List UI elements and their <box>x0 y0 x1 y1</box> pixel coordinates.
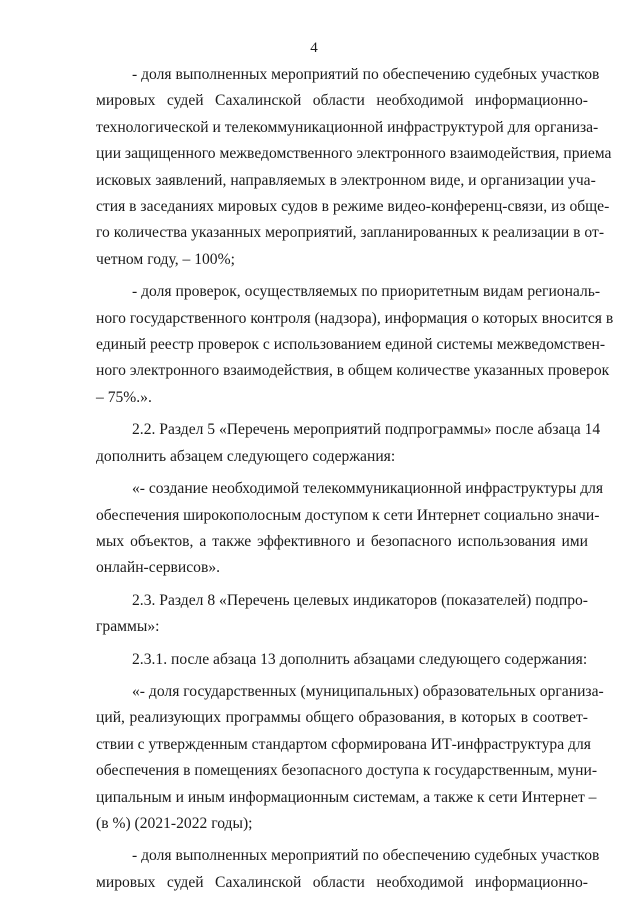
paragraph <box>96 647 588 673</box>
text-line: 2.3.1. после абзаца 13 дополнить абзацами следующего содержания: <box>132 650 588 668</box>
text-line: онлайн-сервисов». <box>96 559 221 577</box>
text-line: технологической и телекоммуникационной инфраструктурой для организа- <box>96 118 599 136</box>
text-line: мировых судей Сахалинской области необходимой информационно- <box>96 92 588 110</box>
text-line: ного электронного взаимодействия, в общем количестве указанных проверок <box>96 362 610 380</box>
paragraph <box>96 417 601 470</box>
text-line: дополнить абзацем следующего содержания: <box>96 447 396 465</box>
text-line: четном году, – 100%; <box>96 250 235 268</box>
text-line: обеспечения широкополосным доступом к сети Интернет социально значи- <box>96 506 600 524</box>
text-line: стия в заседаниях мировых судов в режиме видео-конференц-связи, из обще- <box>96 198 610 216</box>
text-line: «- создание необходимой телекоммуникационной инфраструктуры для <box>132 480 604 498</box>
text-line: мировых судей Сахалинской области необходимой информационно- <box>96 873 588 891</box>
text-line: «- доля государственных (муниципальных) образовательных организа- <box>132 682 604 700</box>
text-line: ствии с утвержденным стандартом сформирована ИТ-инфраструктура для <box>96 735 591 753</box>
paragraph <box>96 588 588 641</box>
text-line: ного государственного контроля (надзора), информация о которых вносится в <box>96 309 614 327</box>
text-line: граммы»: <box>96 618 160 636</box>
paragraph <box>96 843 600 896</box>
document-body <box>96 62 614 896</box>
paragraph <box>96 62 612 273</box>
paragraph <box>96 279 614 411</box>
text-line: - доля выполненных мероприятий по обеспечению судебных участков <box>132 847 600 865</box>
paragraph <box>96 679 604 837</box>
page-number: 4 <box>310 40 318 56</box>
text-line: обеспечения в помещениях безопасного доступа к государственным, муни- <box>96 762 598 780</box>
text-line: исковых заявлений, направляемых в электронном виде, и организации уча- <box>96 171 596 189</box>
text-line: – 75%.». <box>96 388 152 406</box>
text-line: единый реестр проверок с использованием единой системы межведомствен- <box>96 336 606 354</box>
text-line: (в %) (2021-2022 годы); <box>96 814 253 832</box>
text-line: мых объектов, а также эффективного и безопасного использования ими <box>96 532 588 550</box>
paragraph <box>96 476 604 582</box>
text-line: 2.3. Раздел 8 «Перечень целевых индикаторов (показателей) подпро- <box>132 591 588 609</box>
text-line: ципальным и иным информационным системам, а также к сети Интернет – <box>96 788 597 806</box>
text-line: - доля выполненных мероприятий по обеспечению судебных участков <box>132 66 600 83</box>
text-line: 2.2. Раздел 5 «Перечень мероприятий подпрограммы» после абзаца 14 <box>132 421 601 439</box>
text-line: ций, реализующих программы общего образования, в которых в соответ- <box>96 709 588 727</box>
text-line: - доля проверок, осуществляемых по приоритетным видам региональ- <box>132 283 601 301</box>
text-line: го количества указанных мероприятий, запланированных к реализации в от- <box>96 224 605 242</box>
text-line: ции защищенного межведомственного электронного взаимодействия, приема <box>96 145 612 163</box>
